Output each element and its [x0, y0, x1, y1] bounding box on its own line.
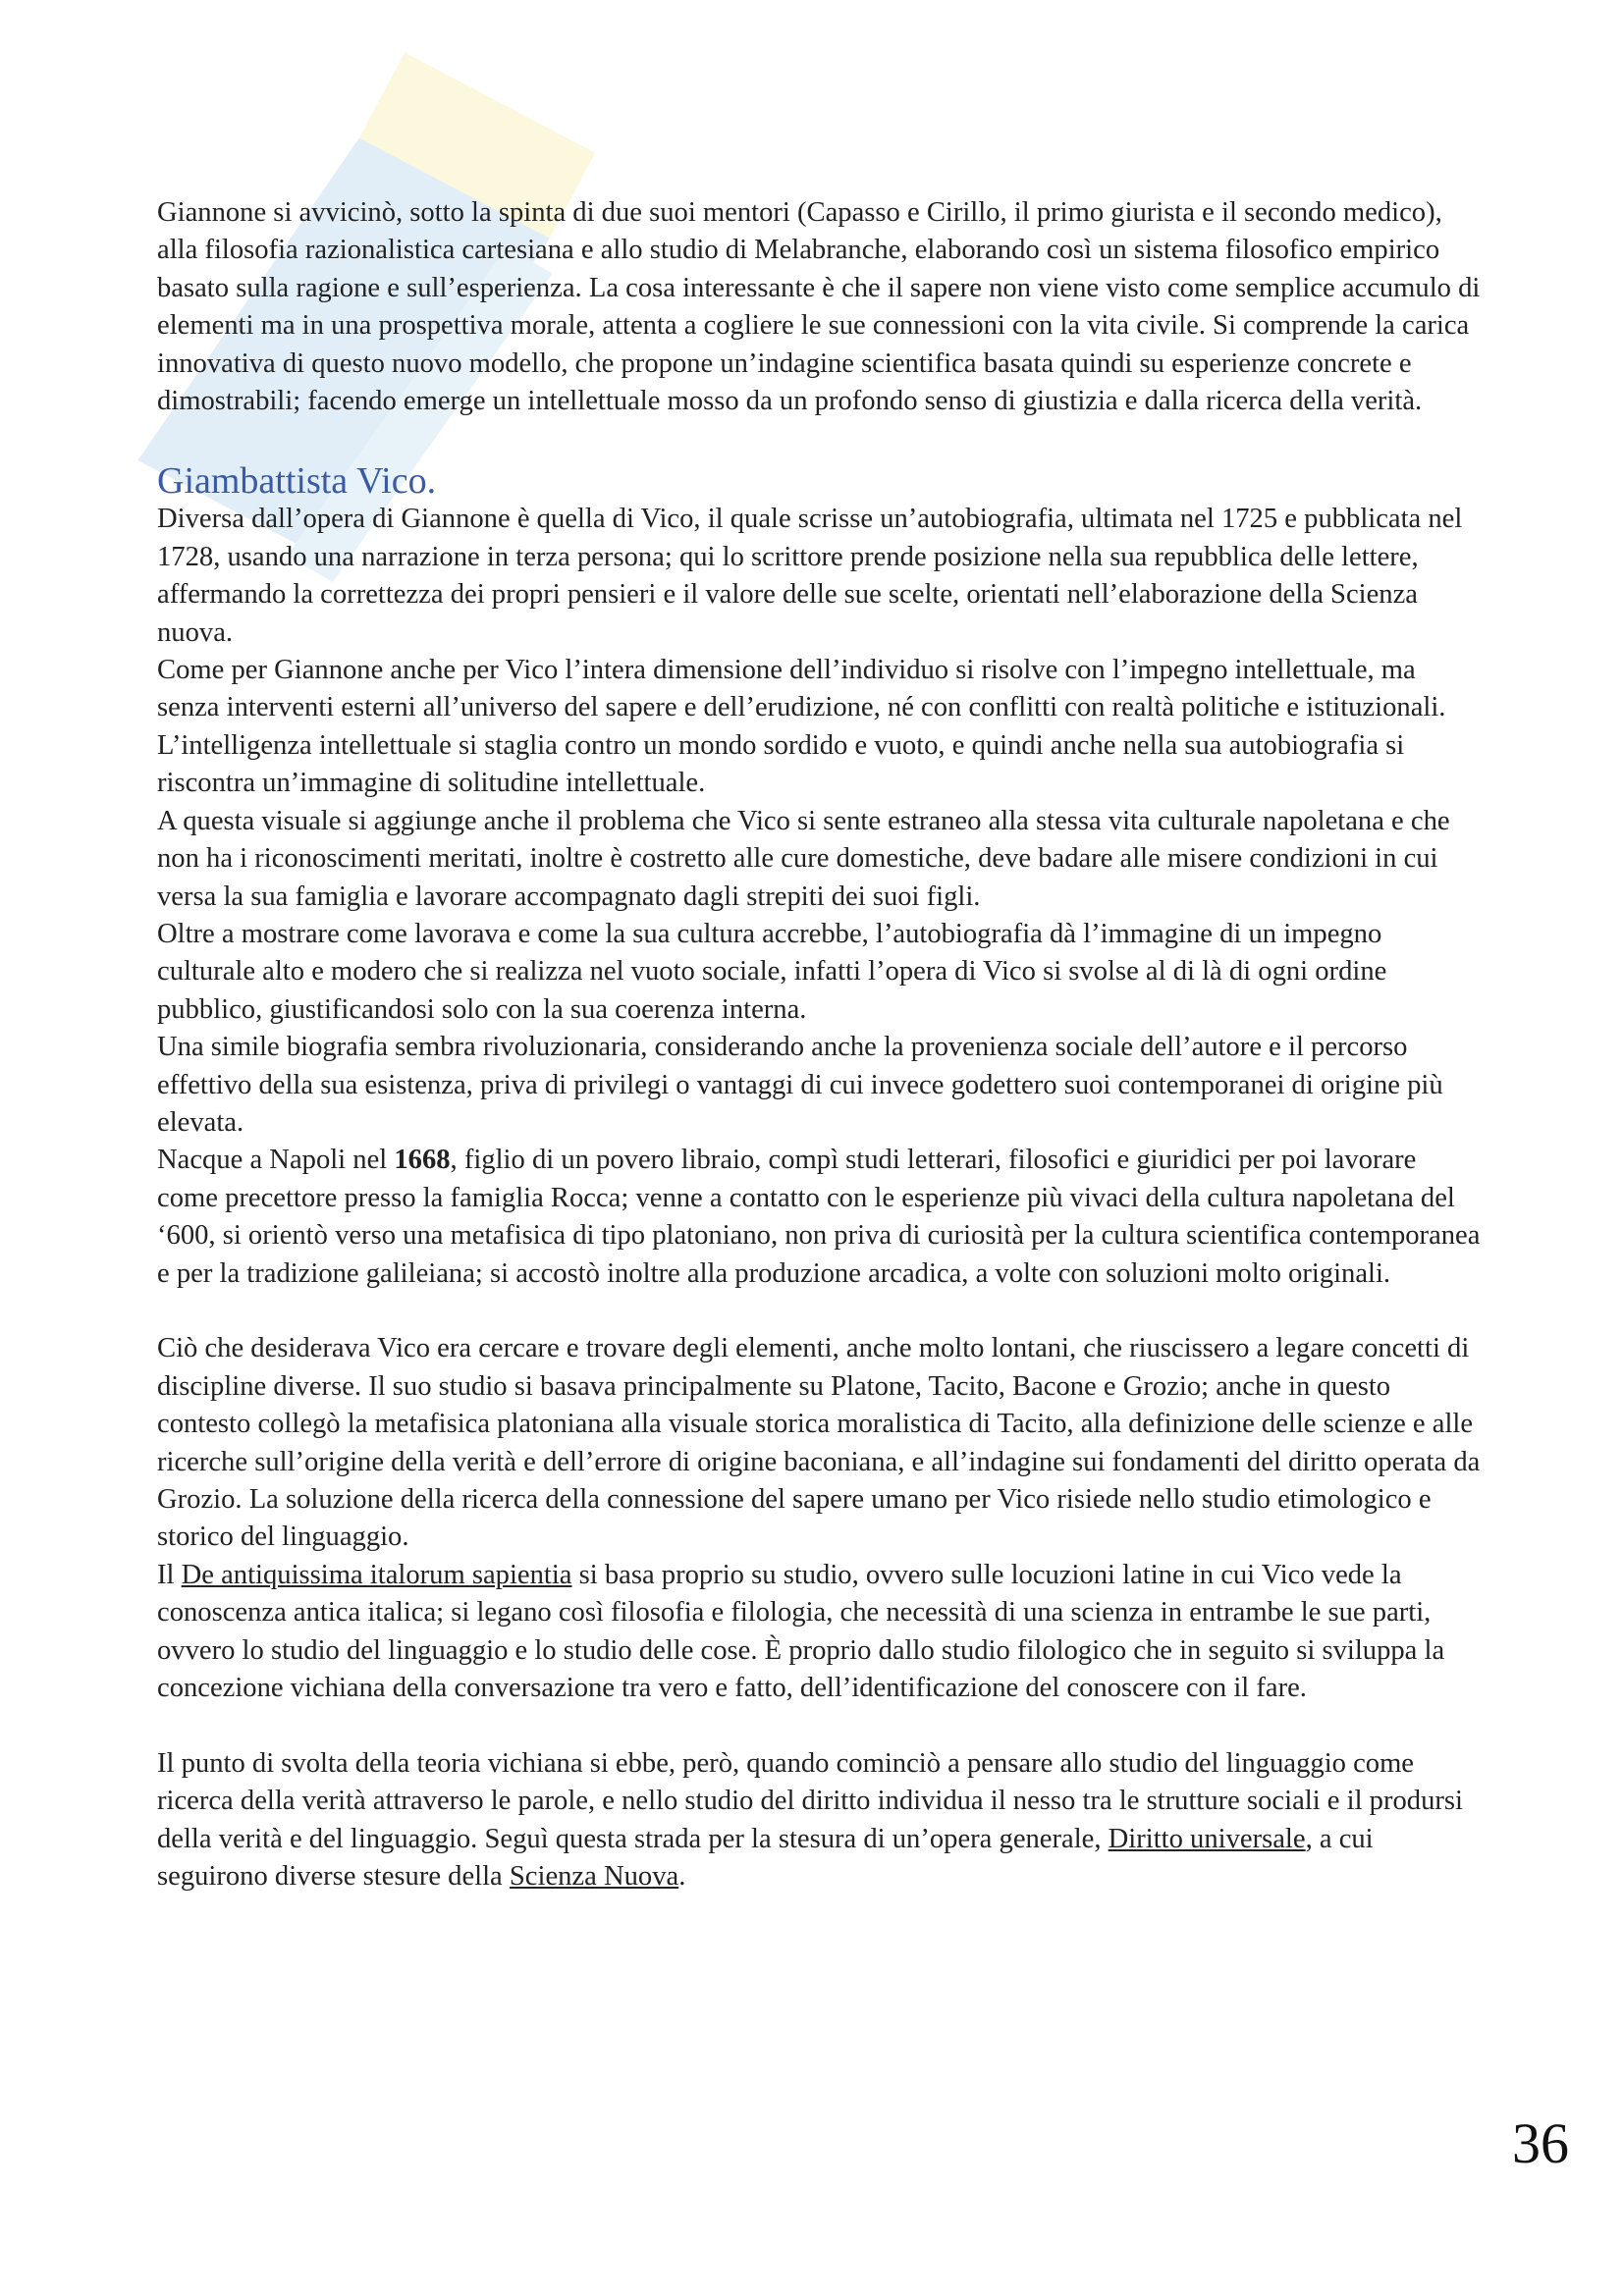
- diritto-universale-title: Diritto universale: [1108, 1823, 1306, 1854]
- paragraph-turning-point: [157, 1745, 1483, 1896]
- paragraph-domestic-conditions: A questa visuale si aggiunge anche il problema che Vico si sente estraneo alla stessa vita culturale napoletana e che non ha i riconoscimenti meritati, inoltre è costretto alle cure domestiche, deve badare alle misere condizioni in cui versa la sua famiglia e lavorare accompagnato dagli strepiti dei suoi figli.: [157, 805, 1450, 912]
- turning-point-text-start: Il punto di svolta della teoria vichiana si ebbe, però, quando cominciò a pensare allo studio del linguaggio come ricerca della verità attraverso le parole, e nello studio del diritto individua il nesso tra le strutture sociali e il prodursi della verità e del linguaggio. Seguì questa strada per la stesura di un’opera generale,: [157, 1747, 1463, 1854]
- de-antiquissima-text-end: si basa proprio su studio, ovvero sulle locuzioni latine in cui Vico vede la conoscenza antica italica; si legano così filosofia e filologia, che necessità di una scienza in entrambe le sue parti, ovvero lo studio del linguaggio e lo studio delle cose. È proprio dallo studio filologico che in seguito si sviluppa la concezione vichiana della conversazione tra vero e fatto, dell’identificazione del conoscere con il fare.: [157, 1559, 1445, 1704]
- paragraph-vico-autobiography: Diversa dall’opera di Giannone è quella di Vico, il quale scrisse un’autobiografia, ultimata nel 1725 e pubblicata nel 1728, usando una narrazione in terza persona; qui lo scrittore prende posizione nella sua repubblica delle lettere, affermando la correttezza dei propri pensieri e il valore delle sue scelte, orientati nell’elaborazione della Scienza nuova.: [157, 504, 1463, 648]
- section-heading-vico: Giambattista Vico.: [157, 460, 437, 503]
- paragraph-gap: [157, 1293, 1483, 1330]
- de-antiquissima-title: De antiquissima italorum sapientia: [181, 1559, 572, 1590]
- birth-year: 1668: [394, 1145, 451, 1176]
- birth-text-end: , figlio di un povero libraio, compì studi letterari, filosofici e giuridici per poi lavorare come precettore presso la famiglia Rocca; venne a contatto con le esperienze più vivaci della cultura napoletana del ‘600, si orientò verso una metafisica di tipo platoniano, non priva di curiosità per la cultura scientifica contemporanea e per la tradizione galileiana; si accostò inoltre alla produzione arcadica, a volte con soluzioni molto originali.: [157, 1145, 1481, 1289]
- turning-point-text-middle: , a cui seguirono diverse stesure della: [157, 1823, 1374, 1893]
- turning-point-text-end: .: [678, 1861, 686, 1893]
- scienza-nuova-title: Scienza Nuova: [509, 1861, 679, 1893]
- de-antiquissima-text-start: Il: [157, 1559, 182, 1590]
- document-body: [157, 194, 1483, 1896]
- paragraph-de-antiquissima: [157, 1557, 1483, 1708]
- paragraph-vico-method: Ciò che desiderava Vico era cercare e trovare degli elementi, anche molto lontani, che riuscissero a legare concetti di discipline diverse. Il suo studio si basava principalmente su Platone, Tacito, Bacone e Grozio; anche in questo contesto collegò la metafisica platoniana alla visuale storica moralistica di Tacito, alla definizione delle scienze e alle ricerche sull’origine della verità e dell’errore di origine baconiana, e all’indagine sui fondamenti del diritto operata da Grozio. La soluzione della ricerca della connessione del sapere umano per Vico risiede nello studio etimologico e storico del linguaggio.: [157, 1333, 1481, 1553]
- paragraph-intellectual-commitment: Come per Giannone anche per Vico l’intera dimensione dell’individuo si risolve con l’impegno intellettuale, ma senza interventi esterni all’universo del sapere e dell’erudizione, né con conflitti con realtà politiche e istituzionali. L’intelligenza intellettuale si staglia contro un mondo sordido e vuoto, e quindi anche nella sua autobiografia si riscontra un’immagine di solitudine intellettuale.: [157, 655, 1446, 799]
- paragraph-giannone-philosophy: Giannone si avvicinò, sotto la spinta di due suoi mentori (Capasso e Cirillo, il primo giurista e il secondo medico), alla filosofia razionalistica cartesiana e allo studio di Melabranche, elaborando così un sistema filosofico empirico basato sulla ragione e sull’esperienza. La cosa interessante è che il sapere non viene visto come semplice accumulo di elementi ma in una prospettiva morale, attenta a cogliere le sue connessioni con la vita civile. Si comprende la carica innovativa di questo nuovo modello, che propone un’indagine scientifica basata quindi su esperienze concrete e dimostrabili; facendo emerge un intellettuale mosso da un profondo senso di giustizia e dalla ricerca della verità.: [157, 197, 1481, 417]
- paragraph-revolutionary-biography: Una simile biografia sembra rivoluzionaria, considerando anche la provenienza sociale dell’autore e il percorso effettivo della sua esistenza, priva di privilegi o vantaggi di cui invece godettero suoi contemporanei di origine più elevata.: [157, 1032, 1443, 1138]
- paragraph-birth-education: [157, 1142, 1483, 1293]
- paragraph-cultural-commitment: Oltre a mostrare come lavorava e come la sua cultura accrebbe, l’autobiografia dà l’immagine di un impegno culturale alto e modero che si realizza nel vuoto sociale, infatti l’opera di Vico si svolse al di là di ogni ordine pubblico, giustificandosi solo con la sua coerenza interna.: [157, 918, 1387, 1025]
- birth-text-start: Nacque a Napoli nel: [157, 1145, 395, 1176]
- page-number: 36: [1512, 2111, 1569, 2175]
- paragraph-gap: [157, 1707, 1483, 1744]
